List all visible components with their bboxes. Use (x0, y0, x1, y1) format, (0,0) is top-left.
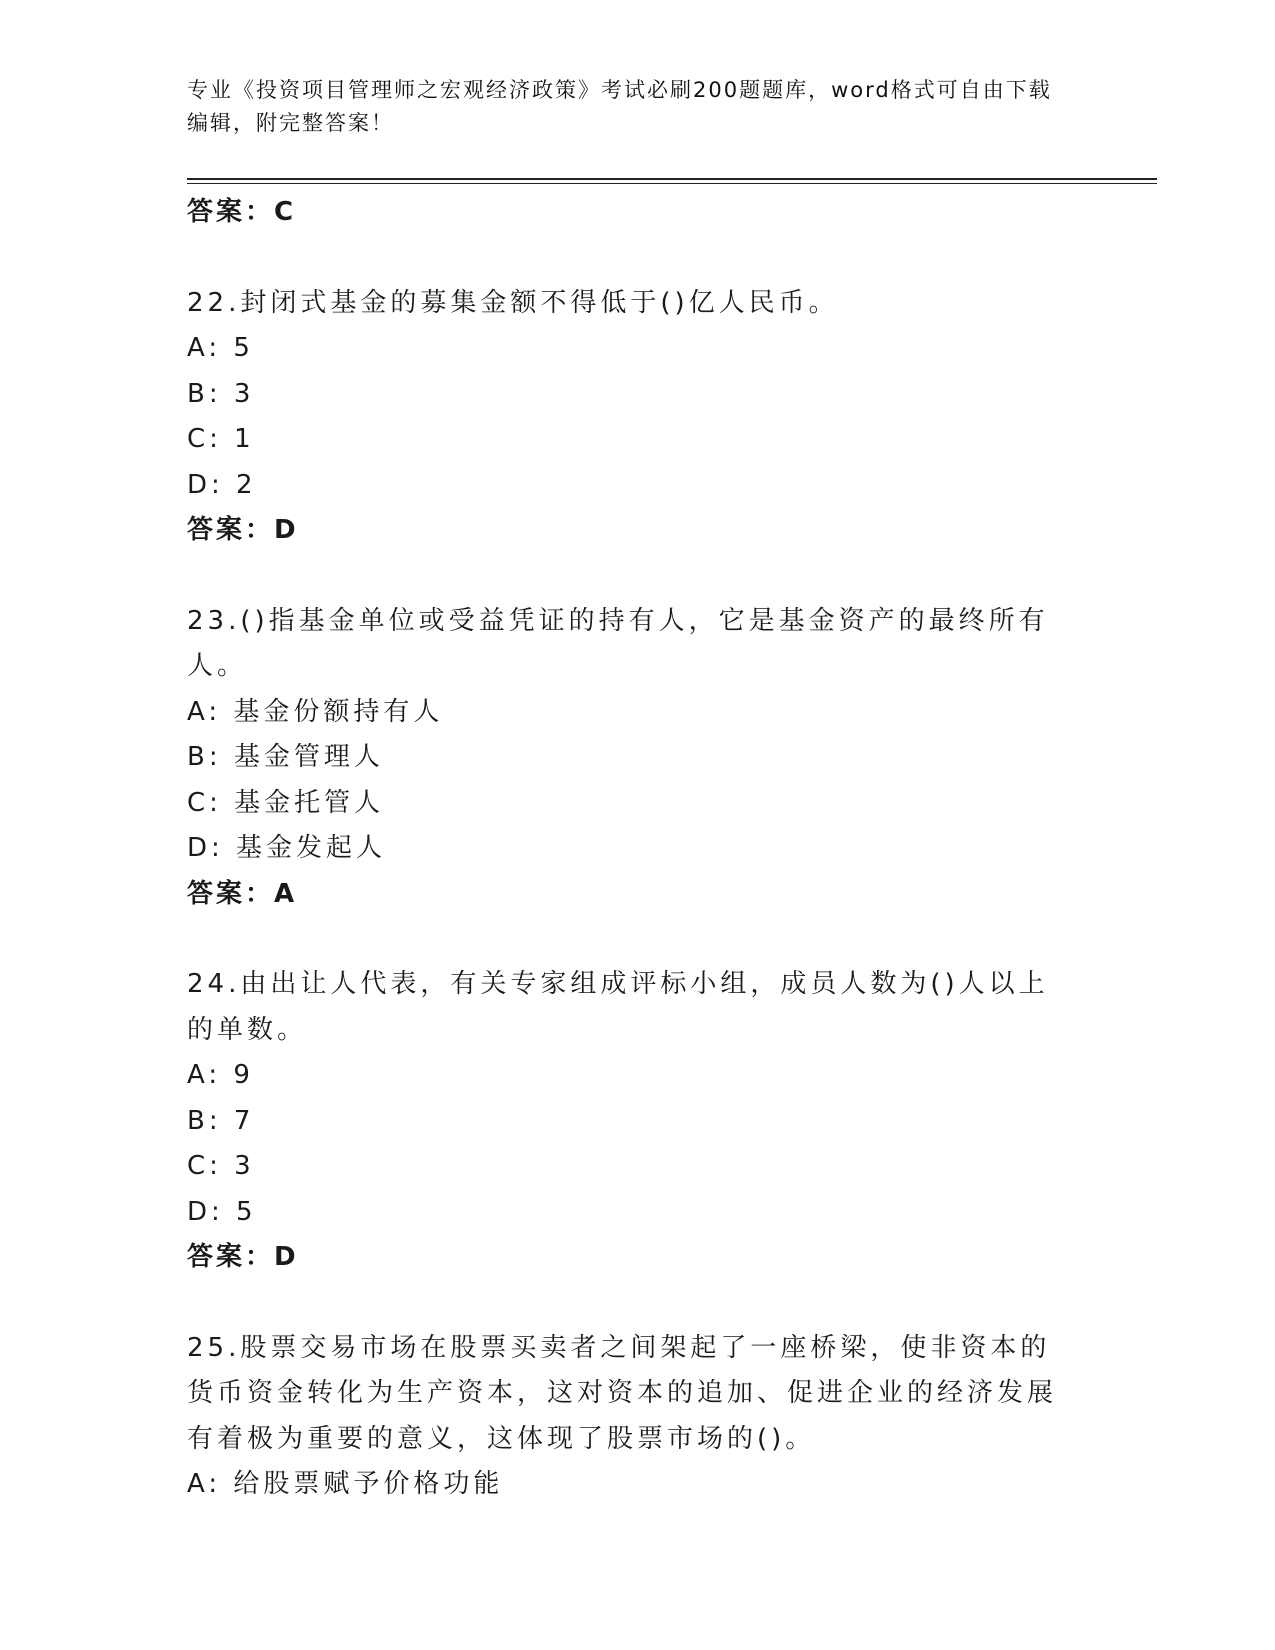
option-b: B: 7 (187, 1105, 255, 1136)
option-d: D: 2 (187, 469, 257, 500)
option-b: B: 3 (187, 378, 255, 409)
question-block (187, 1326, 1157, 1508)
question-block (187, 962, 1157, 1281)
option-b: B: 基金管理人 (187, 742, 384, 772)
option-a: A: 5 (187, 333, 254, 363)
spacer (187, 554, 1157, 599)
question-block (187, 599, 1157, 918)
spacer (187, 1281, 1157, 1326)
question-stem: 23.()指基金单位或受益凭证的持有人，它是基金资产的最终所有人。 (187, 605, 1049, 681)
question-stem: 24.由出让人代表，有关专家组成评标小组，成员人数为()人以上的单数。 (187, 969, 1049, 1045)
option-c: C: 1 (187, 424, 255, 454)
answer-line: 答案：D (187, 1242, 299, 1272)
option-a: A: 基金份额持有人 (187, 696, 444, 727)
header-divider (187, 178, 1157, 184)
page-header: 专业《投资项目管理师之宏观经济政策》考试必刷200题题库，word格式可自由下载编辑，附完整答案！ (187, 78, 1052, 135)
option-d: D: 5 (187, 1196, 257, 1227)
answer-line: 答案：A (187, 878, 298, 909)
option-c: C: 基金托管人 (187, 787, 385, 818)
answer-line: 答案：D (187, 515, 299, 545)
question-stem: 25.股票交易市场在股票买卖者之间架起了一座桥梁，使非资本的货币资金转化为生产资本，这对资本的追加、促进企业的经济发展有着极为重要的意义，这体现了股票市场的()。 (187, 1332, 1058, 1454)
question-block (187, 281, 1157, 554)
spacer (187, 236, 1157, 281)
option-d: D: 基金发起人 (187, 833, 387, 863)
spacer (187, 917, 1157, 962)
question-list (187, 190, 1157, 1508)
question-stem: 22.封闭式基金的募集金额不得低于()亿人民币。 (187, 287, 839, 318)
option-a: A: 给股票赋予价格功能 (187, 1469, 504, 1499)
answer-line: 答案：C (187, 197, 297, 227)
option-a: A: 9 (187, 1060, 254, 1090)
option-c: C: 3 (187, 1151, 255, 1181)
